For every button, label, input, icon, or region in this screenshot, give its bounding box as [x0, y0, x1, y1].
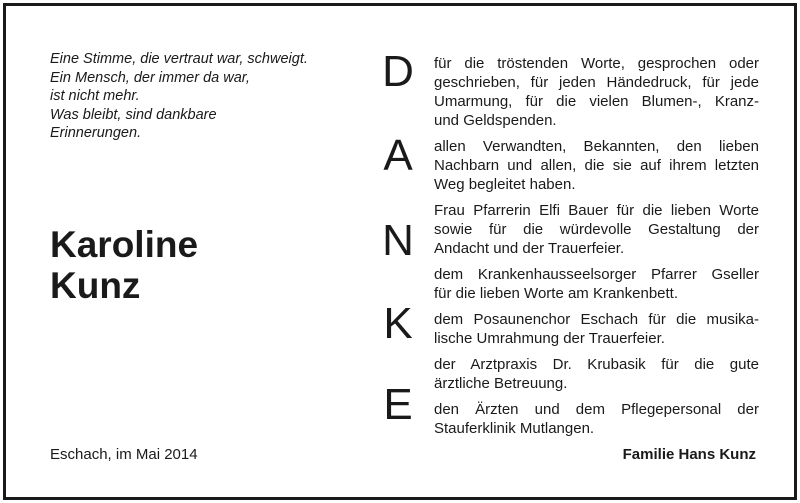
entry-line: Nachbarn und allen, die sie auf ihrem letzten [434, 157, 759, 174]
entry-line: für die lieben Worte am Krankenbett. [434, 285, 679, 302]
entry-line: ärztliche Betreuung. [434, 375, 568, 392]
family-signature: Familie Hans Kunz [622, 446, 756, 463]
memorial-poem [50, 50, 350, 143]
thank-you-entries [434, 54, 759, 445]
deceased-first-name: Karoline [50, 224, 199, 265]
poem-line: Eine Stimme, die vertraut war, schweigt. [50, 51, 308, 67]
thank-you-entry [434, 355, 759, 393]
entry-line: Frau Pfarrerin Elfi Bauer für die lieben Worte [434, 202, 759, 219]
poem-line: Ein Mensch, der immer da war, [50, 69, 250, 86]
thank-you-entry [434, 201, 759, 258]
entry-line: und Geldspenden. [434, 112, 557, 129]
poem-line: Was bleibt, sind dankbare [50, 106, 217, 123]
place-date: Eschach, im Mai 2014 [50, 446, 198, 463]
entry-line: für die tröstenden Worte, gesprochen oder [434, 55, 759, 72]
thank-you-entry [434, 400, 759, 438]
danke-letter-k: K [383, 299, 413, 348]
entry-line: Stauferklinik Mutlangen. [434, 420, 595, 437]
entry-line: lische Umrahmung der Trauerfeier. [434, 330, 665, 347]
entry-line: den Ärzten und dem Pflegepersonal der [434, 401, 759, 418]
entry-line: allen Verwandten, Bekannten, den lieben [434, 138, 759, 155]
danke-letter-d: D [382, 47, 414, 96]
obituary-card [3, 3, 797, 500]
entry-line: der Arztpraxis Dr. Krubasik für die gute [434, 356, 759, 373]
entry-line: Andacht und der Trauerfeier. [434, 240, 625, 257]
entry-line: dem Krankenhausseelsorger Pfarrer Gseller [434, 266, 759, 283]
thank-you-entry [434, 54, 759, 130]
thank-you-entry [434, 310, 759, 348]
entry-line: sowie für die würdevolle Gestaltung der [434, 221, 759, 238]
entry-line: Umarmung, für die vielen Blumen-, Kranz- [434, 93, 759, 110]
danke-letter-a: A [383, 131, 413, 180]
deceased-name [50, 224, 198, 306]
entry-line: geschrieben, für jeden Händedruck, für jede [434, 74, 759, 91]
poem-line: Erinnerungen. [50, 125, 142, 141]
danke-letter-e: E [383, 380, 413, 429]
deceased-last-name: Kunz [50, 265, 141, 306]
entry-line: dem Posaunenchor Eschach für die musika- [434, 311, 759, 328]
thank-you-entry [434, 265, 759, 303]
thank-you-entry [434, 137, 759, 194]
poem-line: ist nicht mehr. [50, 88, 140, 104]
danke-letter-n: N [382, 216, 414, 265]
entry-line: Weg begleitet haben. [434, 176, 576, 193]
